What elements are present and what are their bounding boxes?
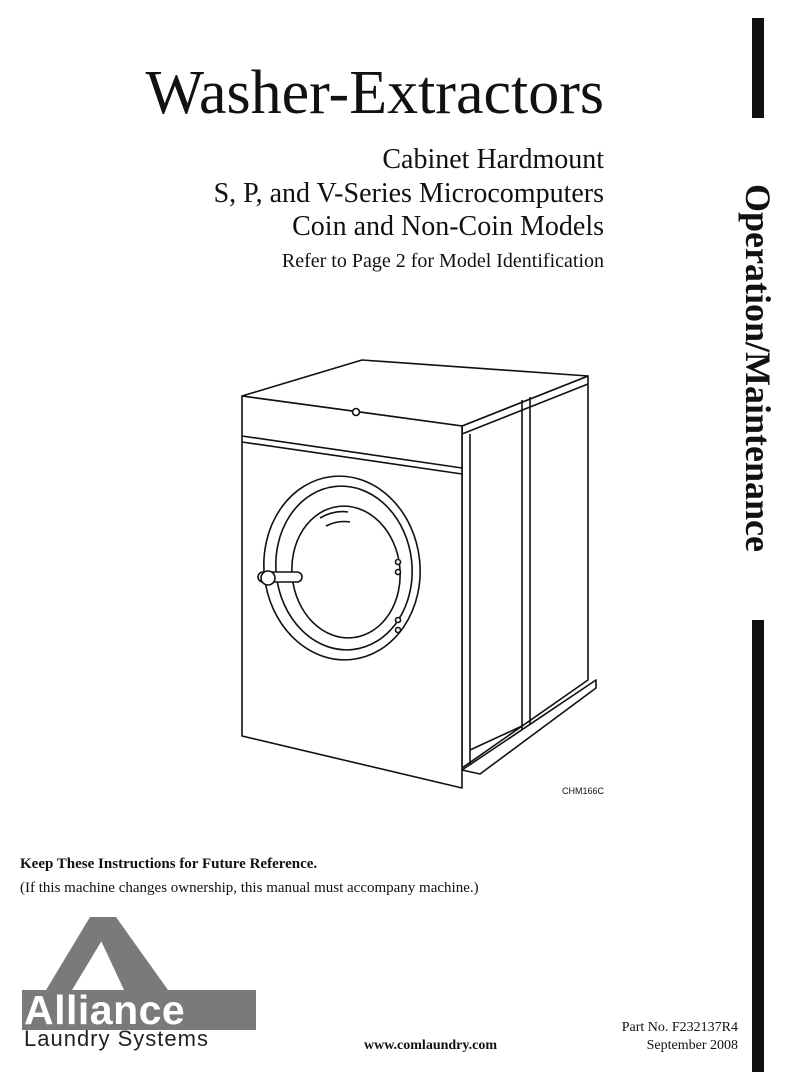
subtitle-cabinet: Cabinet Hardmount [382, 144, 604, 175]
side-bar-top [752, 18, 764, 118]
side-title-container [735, 118, 781, 618]
side-bar-bottom [752, 620, 764, 1072]
top-screw [353, 409, 360, 416]
publication-date: September 2008 [646, 1038, 738, 1053]
brand-tagline: Laundry Systems [24, 1026, 209, 1051]
keep-instructions-notice: Keep These Instructions for Future Reference. [20, 856, 318, 872]
figure-code: CHM166C [562, 786, 605, 796]
subtitle-microcomputers: S, P, and V-Series Microcomputers [213, 178, 604, 209]
ownership-notice: (If this machine changes ownership, this manual must accompany machine.) [20, 880, 479, 896]
document-title: Washer-Extractors [145, 59, 604, 127]
washer-illustration [230, 350, 610, 800]
side-title: Operation/Maintenance [738, 184, 778, 552]
part-number: Part No. F232137R4 [621, 1020, 738, 1035]
brand-name-initial: A [24, 987, 55, 1033]
brand-name [24, 987, 186, 1033]
brand-name-rest: lliance [54, 987, 186, 1033]
cabinet-side-panel [462, 376, 588, 768]
subtitle-models: Coin and Non-Coin Models [292, 211, 604, 242]
website-url[interactable]: www.comlaundry.com [364, 1038, 497, 1053]
model-identification-note: Refer to Page 2 for Model Identification [281, 250, 604, 272]
